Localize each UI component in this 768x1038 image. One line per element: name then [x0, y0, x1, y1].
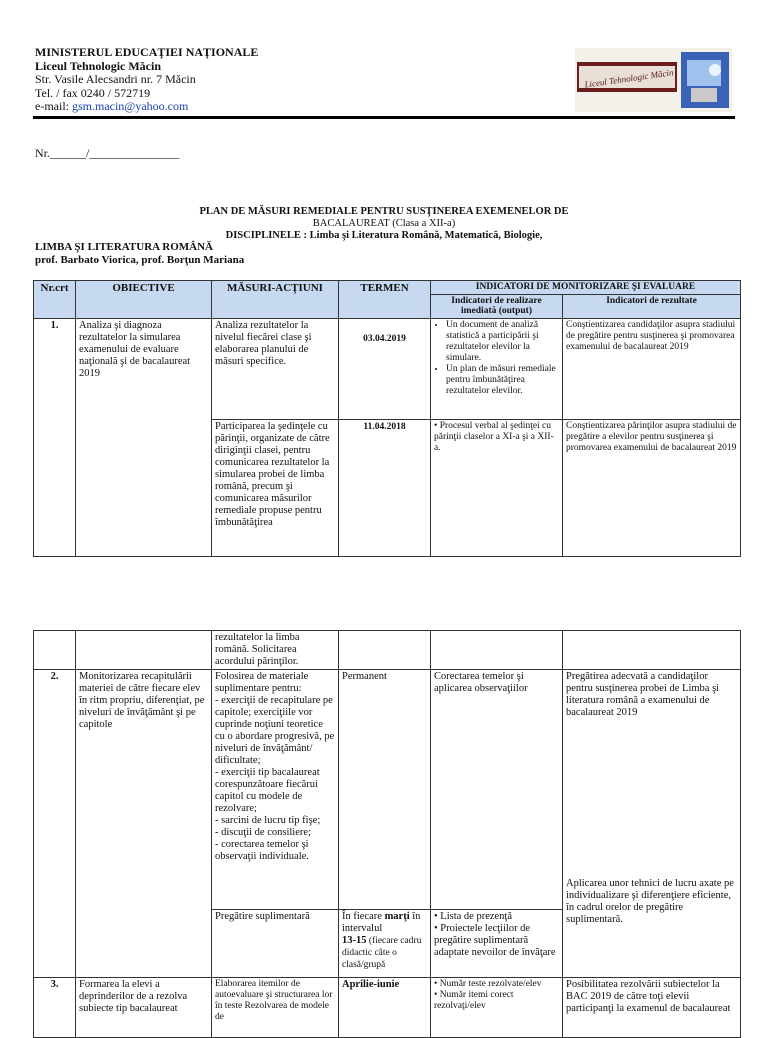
title-line-1: PLAN DE MĂSURI REMEDIALE PENTRU SUSŢINEREA EXEMENELOR DE [199, 206, 569, 217]
result-text: Aplicarea unor tehnici de lucru axate pe individualizare şi diferenţiere eficiente, în cadrul orelor de pregătire suplimentară. [566, 878, 734, 925]
objective-cell: Formarea la elevi a deprinderilor de a rezolva subiecte tip bacalaureat [76, 978, 212, 1038]
action-cell: Elaborarea itemilor de autoevaluare şi structurarea lor în teste Rezolvarea de modele de [212, 978, 339, 1038]
school-name: Liceul Tehnologic Măcin [35, 58, 162, 73]
col-objectives-header: OBIECTIVE [76, 281, 212, 319]
title-line-2: BACALAUREAT (Clasa a XII-a) [312, 218, 456, 229]
objective-cell: Monitorizarea recapitulării materiei de către fiecare elev în ritm propriu, diferenţiat, pe niveluri de învăţământ şi pe capitole [76, 670, 212, 978]
action-cell: Participarea la şedinţele cu părinţii, organizate de către diriginţii clasei, pentru comunicarea rezultatelor la simularea probei de limba română, precum şi comunicarea măsurilor remediale propuse pentru îmbunătăţirea [212, 419, 339, 556]
term-text: în intervalul [342, 911, 421, 934]
school-email-line [35, 100, 258, 114]
col-result-header: Indicatori de rezultate [563, 294, 741, 318]
col-output-header: Indicatori de realizare imediată (output) [431, 294, 563, 318]
school-address: Str. Vasile Alecsandri nr. 7 Măcin [35, 72, 196, 86]
page-title [0, 206, 768, 242]
term-day: marţi [384, 911, 410, 922]
empty-cell [34, 631, 76, 670]
result-indicator-cell [563, 670, 741, 978]
term-note: (fiecare cadru didactic câte o clasă/grupă [342, 936, 422, 970]
output-indicator-cell: • Procesul verbal al şedinţei cu părinţii claselor a XI-a şi a XII-a. [431, 419, 563, 556]
email-label: e-mail: [35, 99, 72, 113]
school-phone: Tel. / fax 0240 / 572719 [35, 85, 151, 100]
email-link[interactable]: gsm.macin@yahoo.com [71, 99, 189, 113]
remedial-plan-table-page1 [33, 280, 741, 557]
term-text: În fiecare [342, 911, 385, 922]
output-item: • Număr itemi corect rezolvaţi/elev [434, 990, 514, 1011]
output-item: • Număr teste rezolvate/elev [434, 979, 542, 989]
output-item: • Un plan de măsuri remediale pentru îmbunătăţirea rezultatelor elevilor. [446, 364, 559, 397]
output-item: • Un document de analiză statistică a participării şi rezultatelor elevilor la simulare. [446, 320, 559, 364]
term-hours: 13-15 [342, 935, 367, 946]
output-indicator-cell: Corectarea temelor şi aplicarea observaţiilor [431, 670, 563, 910]
term-cell: Aprilie-iunie [339, 978, 431, 1038]
registration-number: Nr.______/_______________ [35, 146, 180, 160]
term-cell: Permanent [339, 670, 431, 910]
row-number: 1. [34, 318, 76, 556]
result-indicator-cell: Posibilitatea rezolvării subiectelor la BAC 2019 de către toţi elevii participanţi la examenul de bacalaureat [563, 978, 741, 1038]
teachers-line: prof. Barbato Viorica, prof. Borţun Mariana [35, 254, 245, 266]
empty-cell [76, 631, 212, 670]
output-item: • Proiectele lecţiilor de pregătire suplimentară adaptate nevoilor de învăţare [434, 923, 556, 958]
action-cell: rezultatelor la limba română. Solicitarea acordului părinţilor. [212, 631, 339, 670]
discipline-block [35, 241, 244, 267]
header-divider [33, 116, 735, 119]
remedial-plan-table-page2 [33, 630, 741, 1038]
result-text: Pregătirea adecvată a candidaţilor pentru susţinerea probei de Limba şi literatura română a examenului de bacalaureat 2019 [566, 671, 720, 718]
term-cell: 11.04.2018 [339, 419, 431, 556]
output-item: • Lista de prezenţă [434, 911, 513, 922]
action-cell: Analiza rezultatelor la nivelul fiecărei clase şi elaborarea planului de măsuri specifice. [212, 318, 339, 419]
action-cell: Pregătire suplimentară [212, 910, 339, 978]
output-indicator-cell [431, 910, 563, 978]
spacer [566, 719, 737, 878]
discipline-name: LIMBA ŞI LITERATURA ROMÂNĂ [35, 241, 213, 253]
empty-cell [563, 631, 741, 670]
col-actions-header: MĂSURI-ACŢIUNI [212, 281, 339, 319]
action-cell: Folosirea de materiale suplimentare pentru: - exerciţii de recapitulare pe capitole; exerciţiile vor cuprinde noţiuni teoretice cu o abordare progresivă, pe niveluri de învăţământ/ dificultate; - exerciţii tip bacalaureat corespunzătoare fiecărui capitol cu modele de rezolvare; - sarcini de lucru tip fişe; - discuţii de consiliere; - corectarea temelor şi observaţii individuale. [212, 670, 339, 910]
result-indicator-cell: Conştientizarea candidaţilor asupra stadiului de pregătire pentru susţinerea şi promovarea examenului de bacalaureat 2019 [563, 318, 741, 419]
school-header [35, 46, 258, 114]
row-number: 2. [34, 670, 76, 978]
term-cell: 03.04.2019 [339, 318, 431, 419]
result-indicator-cell: Conştientizarea părinţilor asupra stadiului de pregătire a elevilor pentru susţinerea şi promovarea examenului de bacalaureat 2019 [563, 419, 741, 556]
empty-cell [431, 631, 563, 670]
empty-cell [339, 631, 431, 670]
col-term-header: TERMEN [339, 281, 431, 319]
term-cell [339, 910, 431, 978]
row-number: 3. [34, 978, 76, 1038]
col-nr-header: Nr.crt [34, 281, 76, 319]
ministry-name: MINISTERUL EDUCAŢIEI NAŢIONALE [35, 45, 259, 59]
output-indicator-cell [431, 318, 563, 419]
objective-cell: Analiza şi diagnoza rezultatelor la simularea examenului de evaluare naţională şi de bacalaureat 2019 [76, 318, 212, 556]
school-logo [575, 48, 732, 112]
col-indicators-header: INDICATORI DE MONITORIZARE ŞI EVALUARE [431, 281, 741, 295]
output-indicator-cell [431, 978, 563, 1038]
title-line-3: DISCIPLINELE : Limba şi Literatura Română, Matematică, Biologie, [225, 230, 543, 241]
logo-text: Liceul Tehnologic Măcin [583, 67, 675, 90]
